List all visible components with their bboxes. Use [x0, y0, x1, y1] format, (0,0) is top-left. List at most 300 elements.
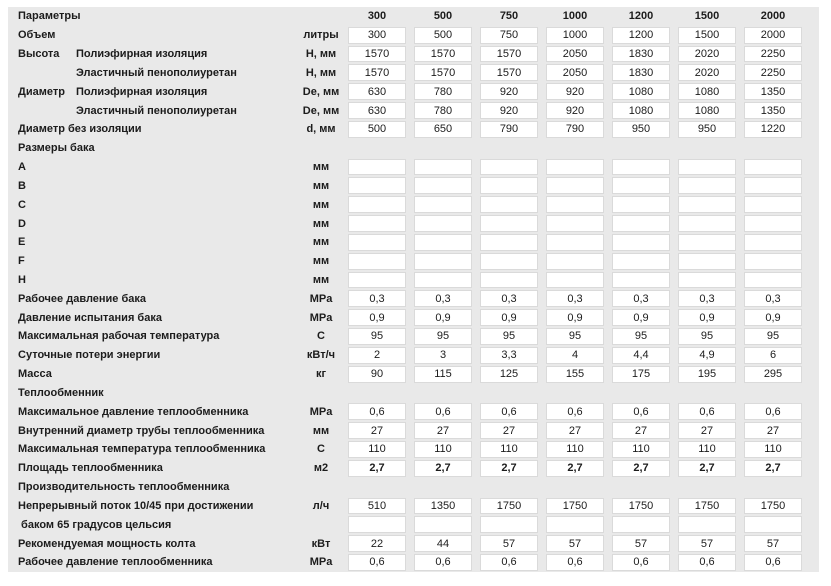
table-row	[8, 45, 819, 64]
value-cell: 2,7	[612, 460, 670, 477]
row-unit-label: Н, мм	[305, 66, 337, 79]
value-cell: 0,6	[678, 554, 736, 571]
value-cell: 2,7	[348, 460, 406, 477]
row-unit-label: De, мм	[302, 85, 340, 98]
value-cell	[612, 159, 670, 176]
value-cell	[348, 159, 406, 176]
value-cell: 920	[546, 83, 604, 100]
value-cell: 295	[744, 366, 802, 383]
table-row	[8, 497, 819, 516]
row-label-area	[8, 214, 348, 233]
row-unit-label: Н, мм	[305, 48, 337, 61]
row-label-area	[8, 440, 348, 459]
value-cell: 0,6	[480, 403, 538, 420]
value-cell	[480, 196, 538, 213]
value-cell	[678, 253, 736, 270]
value-cell: 920	[546, 102, 604, 119]
value-cell	[612, 234, 670, 251]
value-cell: 57	[612, 535, 670, 552]
value-cell: 0,6	[414, 554, 472, 571]
row-label: Непрерывный поток 10/45 при достижении	[18, 499, 254, 512]
value-cell: 95	[612, 328, 670, 345]
value-cell	[678, 215, 736, 232]
value-cell: 1750	[546, 498, 604, 515]
table-row	[8, 440, 819, 459]
row-label-area	[8, 384, 348, 403]
row-value-cells	[348, 82, 810, 101]
table-row	[8, 214, 819, 233]
row-unit-label: d, мм	[306, 123, 336, 136]
row-label: E	[18, 236, 26, 249]
row-unit-label: литры	[303, 29, 339, 42]
row-label-area	[8, 534, 348, 553]
value-cell	[414, 159, 472, 176]
row-label: Полиэфирная изоляция	[76, 48, 208, 61]
value-cell	[348, 272, 406, 289]
row-label-area	[8, 289, 348, 308]
value-cell: 1350	[414, 498, 472, 515]
value-cell: 1570	[348, 46, 406, 63]
table-row	[8, 289, 819, 308]
value-cell	[480, 234, 538, 251]
row-label-area	[8, 421, 348, 440]
value-cell: 27	[678, 422, 736, 439]
value-cell: 790	[480, 121, 538, 138]
value-cell: 630	[348, 83, 406, 100]
value-cell	[678, 234, 736, 251]
value-cell: 195	[678, 366, 736, 383]
row-label-area	[8, 252, 348, 271]
value-cell	[612, 215, 670, 232]
value-cell: 0,6	[612, 554, 670, 571]
row-value-cells	[348, 440, 810, 459]
column-header: 750	[499, 10, 519, 23]
row-label-area	[8, 63, 348, 82]
row-label: Рабочее давление теплообменника	[18, 556, 213, 569]
row-unit-label: De, мм	[302, 104, 340, 117]
value-cell: 27	[546, 422, 604, 439]
row-unit-label: л/ч	[312, 499, 330, 512]
section-title: Размеры бака	[18, 142, 95, 155]
value-cell: 1570	[414, 64, 472, 81]
value-cell: 6	[744, 347, 802, 364]
value-cell: 500	[348, 121, 406, 138]
value-cell: 0,6	[546, 403, 604, 420]
row-label: D	[18, 217, 26, 230]
value-cell	[612, 253, 670, 270]
table-row	[8, 553, 819, 572]
row-value-cells	[348, 214, 810, 233]
row-label: C	[18, 198, 26, 211]
value-cell: 155	[546, 366, 604, 383]
value-cell	[744, 234, 802, 251]
row-unit-label: кг	[315, 368, 327, 381]
row-unit-label: С	[317, 330, 325, 343]
value-cell	[744, 159, 802, 176]
table-row	[8, 101, 819, 120]
value-cell: 2,7	[744, 460, 802, 477]
value-cell: 2050	[546, 64, 604, 81]
value-cell	[480, 215, 538, 232]
value-cell: 90	[348, 366, 406, 383]
value-cell: 57	[678, 535, 736, 552]
value-cell	[546, 196, 604, 213]
row-label-area	[8, 26, 348, 45]
value-cell: 2250	[744, 64, 802, 81]
row-label-area	[8, 497, 348, 516]
row-label-area	[8, 308, 348, 327]
row-value-cells	[348, 26, 810, 45]
value-cell: 57	[546, 535, 604, 552]
value-cell: 1750	[678, 498, 736, 515]
table-row	[8, 252, 819, 271]
value-cell: 27	[480, 422, 538, 439]
row-label-area	[8, 327, 348, 346]
column-header: 1500	[694, 10, 720, 23]
value-cell	[414, 516, 472, 533]
row-value-cells	[348, 327, 810, 346]
column-header: 500	[433, 10, 453, 23]
value-cell: 27	[744, 422, 802, 439]
row-unit-label: MPa	[309, 311, 333, 324]
row-label: Рекомендуемая мощность колта	[18, 537, 196, 550]
value-cell	[348, 177, 406, 194]
value-cell: 0,9	[546, 309, 604, 326]
value-cell: 95	[480, 328, 538, 345]
row-label-area	[8, 402, 348, 421]
value-cell	[414, 234, 472, 251]
row-label-area	[8, 515, 348, 534]
row-unit-label: мм	[312, 255, 330, 268]
value-cell	[414, 272, 472, 289]
row-label: Эластичный пенополиуретан	[76, 66, 237, 79]
value-cell: 790	[546, 121, 604, 138]
value-cell: 0,3	[744, 290, 802, 307]
row-unit-label: MPa	[309, 405, 333, 418]
value-cell: 110	[678, 441, 736, 458]
row-label-area	[8, 346, 348, 365]
table-row	[8, 327, 819, 346]
value-cell	[546, 234, 604, 251]
value-cell	[480, 177, 538, 194]
value-cell: 1750	[480, 498, 538, 515]
value-cell	[546, 272, 604, 289]
row-value-cells	[348, 101, 810, 120]
section-title: Производительность теплообменника	[18, 481, 230, 494]
value-cell: 1570	[414, 46, 472, 63]
row-label: Максимальное давление теплообменника	[18, 405, 249, 418]
row-label: F	[18, 255, 25, 268]
row-value-cells	[348, 176, 810, 195]
value-cell: 780	[414, 102, 472, 119]
value-cell	[414, 177, 472, 194]
value-cell: 2,7	[546, 460, 604, 477]
value-cell	[744, 196, 802, 213]
value-cell	[612, 516, 670, 533]
row-value-cells	[348, 365, 810, 384]
row-unit-label: мм	[312, 217, 330, 230]
table-row	[8, 26, 819, 45]
value-cell: 1080	[678, 83, 736, 100]
value-cell: 1570	[348, 64, 406, 81]
value-cell: 110	[612, 441, 670, 458]
row-unit-label: мм	[312, 161, 330, 174]
table-row	[8, 195, 819, 214]
row-label-area	[8, 478, 348, 497]
row-unit-label: мм	[312, 198, 330, 211]
table-rows-container	[8, 7, 819, 572]
row-unit-label: кВт/ч	[306, 349, 336, 362]
column-header: 2000	[760, 10, 786, 23]
value-cell: 22	[348, 535, 406, 552]
value-cell: 1750	[744, 498, 802, 515]
row-label-area	[8, 7, 348, 26]
value-cell: 0,9	[612, 309, 670, 326]
value-cell: 115	[414, 366, 472, 383]
value-cell: 2,7	[480, 460, 538, 477]
table-row	[8, 271, 819, 290]
value-cell: 0,3	[348, 290, 406, 307]
column-header: 300	[367, 10, 387, 23]
row-label: Суточные потери энергии	[18, 349, 161, 362]
value-cell: 2	[348, 347, 406, 364]
value-cell: 0,9	[678, 309, 736, 326]
row-value-cells	[348, 497, 810, 516]
value-cell: 950	[678, 121, 736, 138]
row-label: Диаметр без изоляции	[18, 123, 142, 136]
value-cell	[348, 196, 406, 213]
value-cell: 0,9	[480, 309, 538, 326]
value-cell	[678, 196, 736, 213]
value-cell	[546, 516, 604, 533]
value-cell: 0,3	[414, 290, 472, 307]
value-cell: 1830	[612, 64, 670, 81]
value-cell: 500	[414, 27, 472, 44]
row-value-cells	[348, 515, 810, 534]
value-cell: 0,3	[480, 290, 538, 307]
value-cell	[414, 196, 472, 213]
row-value-cells	[348, 7, 810, 26]
parameters-spec-table	[8, 7, 819, 572]
value-cell: 0,6	[744, 403, 802, 420]
value-cell: 95	[546, 328, 604, 345]
row-value-cells	[348, 308, 810, 327]
table-row	[8, 63, 819, 82]
row-value-cells	[348, 346, 810, 365]
table-row	[8, 515, 819, 534]
value-cell: 2020	[678, 46, 736, 63]
value-cell: 27	[348, 422, 406, 439]
row-label: баком 65 градусов цельсия	[18, 518, 172, 531]
row-label-area	[8, 553, 348, 572]
value-cell: 750	[480, 27, 538, 44]
row-label: Эластичный пенополиуретан	[76, 104, 237, 117]
section-header-row	[8, 384, 819, 403]
value-cell: 780	[414, 83, 472, 100]
row-value-cells	[348, 63, 810, 82]
value-cell: 0,6	[612, 403, 670, 420]
value-cell	[744, 516, 802, 533]
row-unit-label: мм	[312, 179, 330, 192]
value-cell	[480, 516, 538, 533]
value-cell: 44	[414, 535, 472, 552]
value-cell: 0,6	[744, 554, 802, 571]
value-cell: 3	[414, 347, 472, 364]
section-title: Теплообменник	[18, 386, 104, 399]
value-cell: 1000	[546, 27, 604, 44]
row-label: Рабочее давление бака	[18, 292, 147, 305]
table-row	[8, 308, 819, 327]
value-cell	[546, 159, 604, 176]
value-cell: 110	[546, 441, 604, 458]
column-header: 1000	[562, 10, 588, 23]
value-cell	[612, 177, 670, 194]
value-cell: 1220	[744, 121, 802, 138]
value-cell: 1080	[612, 83, 670, 100]
value-cell	[414, 253, 472, 270]
value-cell: 110	[480, 441, 538, 458]
row-unit-label: м2	[313, 462, 329, 475]
value-cell: 0,6	[414, 403, 472, 420]
value-cell	[678, 516, 736, 533]
value-cell: 0,6	[480, 554, 538, 571]
value-cell: 300	[348, 27, 406, 44]
value-cell	[348, 215, 406, 232]
row-label-area	[8, 459, 348, 478]
row-label-area	[8, 120, 348, 139]
value-cell: 2,7	[678, 460, 736, 477]
row-label: H	[18, 274, 26, 286]
column-header: 1200	[628, 10, 654, 23]
table-row	[8, 534, 819, 553]
row-value-cells	[348, 45, 810, 64]
value-cell: 950	[612, 121, 670, 138]
row-label: Максимальная рабочая температура	[18, 330, 220, 343]
row-value-cells	[348, 233, 810, 252]
value-cell: 27	[612, 422, 670, 439]
value-cell: 2020	[678, 64, 736, 81]
row-label: Масса	[18, 368, 52, 381]
value-cell: 110	[744, 441, 802, 458]
value-cell	[414, 215, 472, 232]
value-cell: 2050	[546, 46, 604, 63]
row-unit-label: С	[317, 443, 325, 456]
table-row	[8, 402, 819, 421]
value-cell	[546, 253, 604, 270]
value-cell: 0,6	[678, 403, 736, 420]
value-cell: 1500	[678, 27, 736, 44]
value-cell: 1570	[480, 64, 538, 81]
value-cell: 2250	[744, 46, 802, 63]
row-group-label: Высота	[18, 48, 60, 61]
value-cell: 1080	[612, 102, 670, 119]
row-label-area	[8, 82, 348, 101]
value-cell	[678, 159, 736, 176]
row-unit-label: кВт	[311, 537, 331, 550]
row-value-cells	[348, 195, 810, 214]
value-cell	[744, 272, 802, 289]
value-cell: 95	[348, 328, 406, 345]
value-cell	[612, 272, 670, 289]
value-cell: 95	[744, 328, 802, 345]
row-label: A	[18, 161, 26, 174]
value-cell	[348, 253, 406, 270]
value-cell	[678, 177, 736, 194]
row-group-label: Диаметр	[18, 85, 65, 98]
row-label-area	[8, 233, 348, 252]
value-cell: 1080	[678, 102, 736, 119]
table-row	[8, 233, 819, 252]
value-cell: 57	[480, 535, 538, 552]
value-cell: 2000	[744, 27, 802, 44]
row-label: Полиэфирная изоляция	[76, 85, 208, 98]
value-cell: 1830	[612, 46, 670, 63]
value-cell: 4	[546, 347, 604, 364]
value-cell	[546, 215, 604, 232]
value-cell	[348, 234, 406, 251]
value-cell: 2,7	[414, 460, 472, 477]
value-cell: 0,9	[414, 309, 472, 326]
value-cell	[480, 253, 538, 270]
row-label: Площадь теплообменника	[18, 462, 163, 475]
row-label-area	[8, 139, 348, 158]
value-cell	[744, 215, 802, 232]
row-label-area	[8, 195, 348, 214]
row-label-area	[8, 365, 348, 384]
value-cell: 95	[678, 328, 736, 345]
value-cell: 0,3	[678, 290, 736, 307]
value-cell: 920	[480, 83, 538, 100]
table-row	[8, 365, 819, 384]
table-row	[8, 158, 819, 177]
row-value-cells	[348, 158, 810, 177]
value-cell	[348, 516, 406, 533]
value-cell: 125	[480, 366, 538, 383]
value-cell: 510	[348, 498, 406, 515]
value-cell: 27	[414, 422, 472, 439]
value-cell: 57	[744, 535, 802, 552]
value-cell	[480, 159, 538, 176]
value-cell: 3,3	[480, 347, 538, 364]
section-header-row	[8, 478, 819, 497]
row-value-cells	[348, 459, 810, 478]
row-value-cells	[348, 271, 810, 290]
row-value-cells	[348, 421, 810, 440]
value-cell	[744, 177, 802, 194]
row-label-area	[8, 176, 348, 195]
value-cell: 920	[480, 102, 538, 119]
row-unit-label: MPa	[309, 292, 333, 305]
row-label-area	[8, 101, 348, 120]
row-value-cells	[348, 289, 810, 308]
value-cell: 4,9	[678, 347, 736, 364]
table-row	[8, 421, 819, 440]
value-cell: 0,6	[546, 554, 604, 571]
value-cell: 0,3	[612, 290, 670, 307]
table-header-row	[8, 7, 819, 26]
value-cell: 175	[612, 366, 670, 383]
row-value-cells	[348, 252, 810, 271]
value-cell: 1350	[744, 83, 802, 100]
row-value-cells	[348, 534, 810, 553]
row-unit-label: мм	[312, 274, 330, 286]
value-cell: 1570	[480, 46, 538, 63]
value-cell: 1350	[744, 102, 802, 119]
row-label-area	[8, 45, 348, 64]
row-label: Объем	[18, 29, 56, 42]
value-cell	[546, 177, 604, 194]
table-row	[8, 459, 819, 478]
